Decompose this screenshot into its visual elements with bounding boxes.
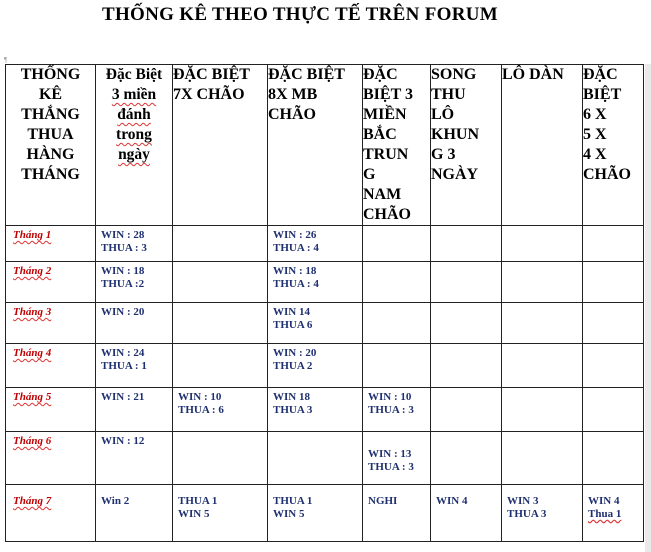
header-line: đánh	[117, 106, 151, 123]
header-line: Đặc Biệt	[105, 66, 163, 83]
header-line: CHÃO	[583, 166, 631, 183]
table-row	[6, 303, 644, 344]
stat-cell	[96, 226, 173, 262]
stat-line: WIN : 26	[273, 229, 317, 241]
header-line: THÁNG	[21, 166, 80, 183]
stat-cell	[502, 262, 583, 303]
stat-line: WIN : 10	[178, 391, 222, 403]
stat-line: THUA 1	[273, 495, 313, 507]
stat-line: WIN : 24	[101, 347, 145, 359]
stat-cell	[363, 485, 431, 542]
stat-line: Thua 1	[588, 508, 622, 520]
stat-cell	[96, 344, 173, 388]
header-line: BẮC	[363, 126, 397, 143]
stat-cell	[268, 432, 363, 485]
table-row	[6, 344, 644, 388]
header-line: KÊ	[38, 86, 63, 103]
month-label: Tháng 2	[13, 265, 52, 277]
stat-cell	[268, 226, 363, 262]
stat-line: THUA 2	[273, 360, 313, 372]
month-cell	[6, 485, 96, 542]
stat-line: WIN : 13	[368, 448, 412, 460]
stat-line: THUA 1	[178, 495, 218, 507]
column-header-4	[363, 65, 431, 226]
stat-line: Win 2	[101, 495, 130, 507]
stat-line: WIN : 20	[273, 347, 317, 359]
stat-cell	[502, 226, 583, 262]
stat-cell	[431, 432, 502, 485]
month-cell	[6, 388, 96, 432]
table-row	[6, 485, 644, 542]
stat-line: THUA : 3	[368, 461, 414, 473]
header-line: 4 X	[583, 146, 607, 163]
stat-cell	[502, 432, 583, 485]
page-edge	[645, 64, 651, 552]
stat-line: WIN : 20	[101, 306, 145, 318]
stat-cell	[363, 303, 431, 344]
stat-cell	[363, 432, 431, 485]
stat-cell	[431, 344, 502, 388]
header-line: 7X CHÃO	[173, 86, 245, 103]
header-line: KHUN	[431, 126, 479, 143]
header-line: LÔ	[431, 106, 455, 123]
stat-cell	[502, 344, 583, 388]
stat-line: THUA : 6	[178, 404, 224, 416]
header-line: 6 X	[583, 106, 607, 123]
header-line: 3 miền	[111, 86, 157, 103]
month-label: Tháng 4	[13, 347, 52, 359]
stat-cell	[173, 344, 268, 388]
column-header-3	[268, 65, 363, 226]
header-line: ĐẶC	[583, 66, 618, 83]
header-row	[6, 65, 644, 226]
stat-line: WIN : 18	[273, 265, 317, 277]
stat-line: WIN 4	[588, 495, 620, 507]
header-line: BIỆT 3	[363, 86, 413, 103]
stat-line: THUA 3	[273, 404, 313, 416]
stat-cell	[173, 303, 268, 344]
header-line: BIỆT	[583, 86, 622, 103]
table-row	[6, 262, 644, 303]
month-cell	[6, 432, 96, 485]
stat-cell	[502, 388, 583, 432]
stat-line: THUA : 3	[368, 404, 414, 416]
stat-cell	[96, 303, 173, 344]
table-row	[6, 226, 644, 262]
stat-cell	[173, 432, 268, 485]
header-line: HÀNG	[26, 146, 75, 163]
header-line: NGÀY	[431, 166, 479, 183]
header-line: THU	[431, 86, 466, 103]
column-header-6	[502, 65, 583, 226]
stat-cell	[96, 485, 173, 542]
stat-cell	[173, 262, 268, 303]
stat-line: WIN : 12	[101, 435, 145, 447]
header-line: 5 X	[583, 126, 607, 143]
stat-cell	[173, 226, 268, 262]
stat-line: NGHI	[368, 495, 398, 507]
column-header-1	[96, 65, 173, 226]
stat-line	[368, 435, 426, 448]
stat-line: WIN 4	[436, 495, 468, 507]
month-label: Tháng 5	[13, 391, 52, 403]
stat-cell	[583, 262, 644, 303]
header-line: NAM	[363, 186, 402, 203]
stat-cell	[431, 262, 502, 303]
stat-cell	[431, 303, 502, 344]
column-header-7	[583, 65, 644, 226]
stat-cell	[431, 388, 502, 432]
stat-cell	[363, 226, 431, 262]
header-line: SONG	[431, 66, 477, 83]
stat-line: WIN 14	[273, 306, 310, 318]
header-line: ĐẶC	[363, 66, 398, 83]
header-line: ĐẶC BIỆT	[268, 66, 345, 83]
stats-table	[5, 64, 644, 542]
header-line: THỐNG	[20, 66, 81, 83]
stat-cell	[96, 432, 173, 485]
header-line: trong	[116, 126, 152, 143]
column-header-5	[431, 65, 502, 226]
stat-cell	[583, 226, 644, 262]
stat-cell	[363, 344, 431, 388]
stat-line: WIN : 18	[101, 265, 145, 277]
header-line: THẮNG	[21, 106, 80, 123]
stat-line: THUA :2	[101, 278, 145, 290]
stat-cell	[583, 344, 644, 388]
table-row	[6, 432, 644, 485]
stat-cell	[173, 485, 268, 542]
table-body	[6, 226, 644, 542]
stat-cell	[268, 485, 363, 542]
stat-cell	[268, 303, 363, 344]
stat-cell	[363, 388, 431, 432]
header-line: TRUN	[363, 146, 409, 163]
header-line: ĐẶC BIỆT	[173, 66, 250, 83]
month-label: Tháng 7	[13, 495, 52, 507]
stat-cell	[173, 388, 268, 432]
stat-cell	[268, 262, 363, 303]
stat-line: THUA : 4	[273, 278, 319, 290]
stat-line: THUA : 4	[273, 242, 319, 254]
stat-line: THUA : 3	[101, 242, 147, 254]
column-header-0	[6, 65, 96, 226]
stat-line: THUA 3	[507, 508, 547, 520]
header-line: THUA	[27, 126, 74, 143]
stat-cell	[268, 388, 363, 432]
stat-line: WIN : 21	[101, 391, 145, 403]
stat-line: WIN 18	[273, 391, 310, 403]
stat-line: WIN 3	[507, 495, 539, 507]
stat-cell	[268, 344, 363, 388]
stat-cell	[431, 485, 502, 542]
stat-cell	[583, 388, 644, 432]
stat-cell	[502, 303, 583, 344]
stat-cell	[96, 388, 173, 432]
month-label: Tháng 3	[13, 306, 52, 318]
header-line: CHÃO	[268, 106, 316, 123]
stat-cell	[363, 262, 431, 303]
month-label: Tháng 1	[13, 229, 52, 241]
stat-cell	[96, 262, 173, 303]
header-line: 8X MB	[268, 86, 318, 103]
header-line: LÔ DÀN	[502, 66, 564, 83]
stat-cell	[431, 226, 502, 262]
stat-line: THUA : 1	[101, 360, 147, 372]
month-label: Tháng 6	[13, 435, 52, 447]
stat-line: WIN 5	[273, 508, 305, 520]
stat-line: WIN 5	[178, 508, 210, 520]
month-cell	[6, 262, 96, 303]
month-cell	[6, 344, 96, 388]
stat-line: WIN : 28	[101, 229, 145, 241]
stat-line: THUA 6	[273, 319, 313, 331]
month-cell	[6, 226, 96, 262]
stat-cell	[583, 432, 644, 485]
month-cell	[6, 303, 96, 344]
stat-cell	[583, 303, 644, 344]
table-row	[6, 388, 644, 432]
header-line: CHÃO	[363, 206, 411, 223]
header-line: G	[363, 166, 376, 183]
column-header-2	[173, 65, 268, 226]
header-line: G 3	[431, 146, 456, 163]
stat-line: WIN : 10	[368, 391, 412, 403]
paragraph-mark: ¶	[4, 56, 8, 64]
document-title: THỐNG KÊ THEO THỰC TẾ TRÊN FORUM	[101, 4, 498, 25]
stat-cell	[583, 485, 644, 542]
header-line: ngày	[118, 146, 150, 163]
header-line: MIỀN	[363, 106, 407, 123]
stat-cell	[502, 485, 583, 542]
